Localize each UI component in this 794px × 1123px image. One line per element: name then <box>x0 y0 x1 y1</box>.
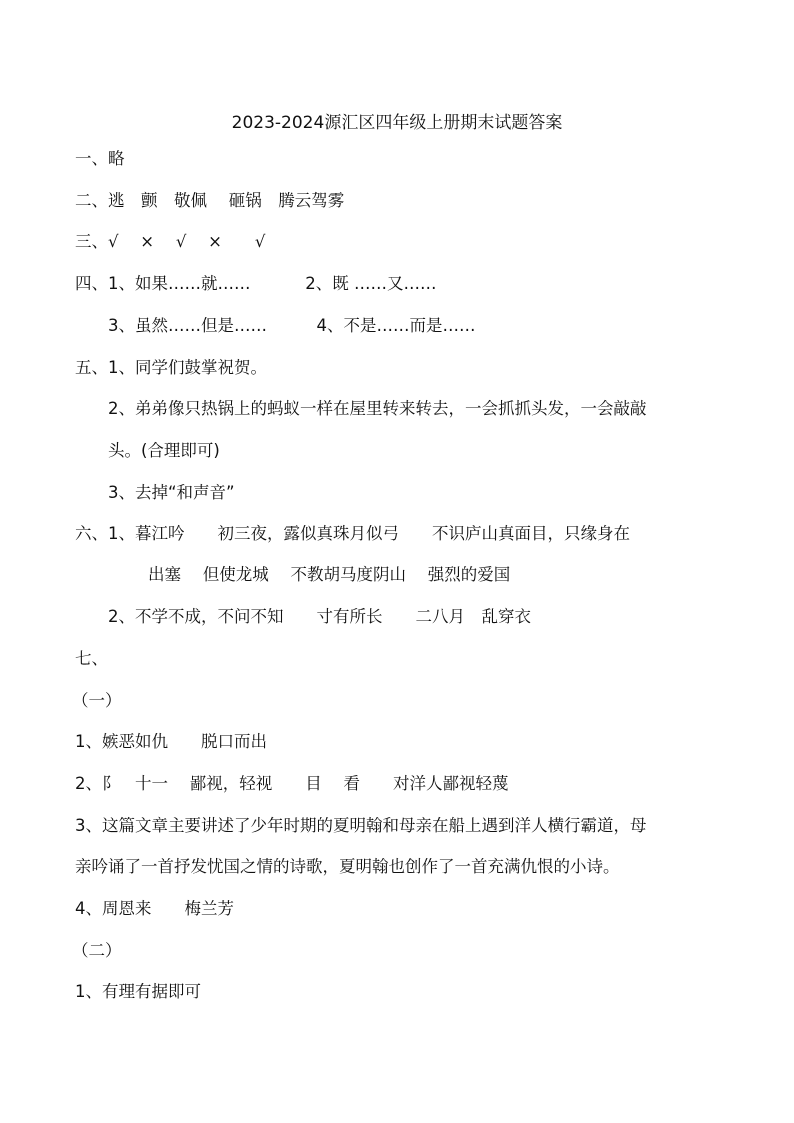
answer-line-8: 头。(合理即可) <box>108 441 220 460</box>
answer-line-7: 2、弟弟像只热锅上的蚂蚁一样在屋里转来转去，一会抓抓头发，一会敲敲 <box>108 399 647 418</box>
section-seven-heading: 七、 <box>75 649 108 668</box>
answer-line-6: 五、1、同学们鼓掌祝贺。 <box>75 358 267 377</box>
answer-line-11: 出塞 但使龙城 不教胡马度阴山 强烈的爱国 <box>148 565 511 584</box>
answer-line-10: 六、1、暮江吟 初三夜，露似真珠月似弓 不识庐山真面目，只缘身在 <box>75 524 630 543</box>
answer-line-16: 2、阝 十一 鄙视，轻视 目 看 对洋人鄙视轻蔑 <box>75 774 509 793</box>
answer-line-19: 4、周恩来 梅兰芳 <box>75 899 234 918</box>
answer-line-18: 亲吟诵了一首抒发忧国之情的诗歌，夏明翰也创作了一首充满仇恨的小诗。 <box>75 857 620 876</box>
answer-line-21: 1、有理有据即可 <box>75 982 201 1001</box>
answer-line-12: 2、不学不成，不问不知 寸有所长 二八月 乱穿衣 <box>108 607 531 626</box>
subsection-two-heading: （二） <box>72 941 122 960</box>
answer-line-4: 四、1、如果……就…… 2、既 ……又…… <box>75 274 437 293</box>
page-title: 2023-2024源汇区四年级上册期末试题答案 <box>231 113 563 133</box>
answer-line-9: 3、去掉“和声音” <box>108 483 235 502</box>
answer-line-17: 3、这篇文章主要讲述了少年时期的夏明翰和母亲在船上遇到洋人横行霸道，母 <box>75 816 647 835</box>
answer-line-3: 三、√ × √ × √ <box>75 232 266 251</box>
answer-line-2: 二、逃 颤 敬佩 砸锅 腾云驾雾 <box>75 191 345 210</box>
answer-line-5: 3、虽然……但是…… 4、不是……而是…… <box>108 316 476 335</box>
answer-line-1: 一、略 <box>75 149 125 168</box>
subsection-one-heading: （一） <box>72 691 122 710</box>
answer-line-15: 1、嫉恶如仇 脱口而出 <box>75 732 267 751</box>
